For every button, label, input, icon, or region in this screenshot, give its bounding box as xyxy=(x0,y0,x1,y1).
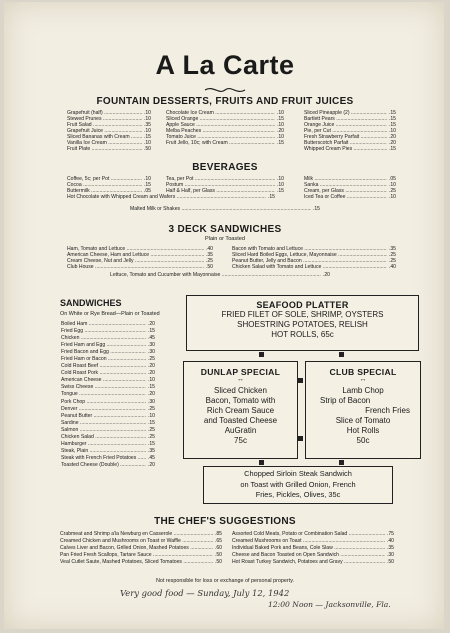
menu-item xyxy=(61,377,155,384)
menu-item xyxy=(60,538,222,545)
seafood-line: SHOESTRING POTATOES, RELISH xyxy=(237,320,368,329)
seafood-platter-box xyxy=(186,295,419,351)
connector-square xyxy=(298,378,303,383)
dunlap-line: and Toasted Cheese xyxy=(203,416,278,425)
dunlap-line: Rich Cream Sauce xyxy=(206,406,275,415)
menu-item xyxy=(61,391,155,398)
deck-heading: 3 DECK SANDWICHES xyxy=(168,224,282,235)
menu-item-name: Fruit Salad ..... xyxy=(67,122,142,128)
beverages-col-1 xyxy=(67,176,151,194)
menu-item-price: .25 xyxy=(388,252,396,259)
double-arrow-icon: ↔ xyxy=(237,376,244,383)
menu-item-name: Chicken Salad ..... xyxy=(61,434,146,441)
menu-item-name: Sanka ..... xyxy=(304,182,387,188)
menu-item-name: Fried Bacon and Egg ..... xyxy=(61,349,146,356)
menu-item-price: .10 xyxy=(143,176,151,182)
menu-item-name: Toasted Cheese (Double) ..... xyxy=(61,462,146,469)
club-special-box xyxy=(305,361,421,459)
handwritten-place: 12:00 Noon — Jacksonville, Fla. xyxy=(268,600,391,609)
menu-item-price: .20 xyxy=(147,461,155,468)
sandwiches-heading: SANDWICHES xyxy=(60,298,122,308)
club-line: Strip of Bacon xyxy=(320,396,371,405)
menu-item-price: .10 xyxy=(276,182,284,189)
menu-item-name: Ham, Tomato and Lettuce ..... xyxy=(67,246,204,252)
menu-item xyxy=(60,545,222,552)
menu-item xyxy=(304,194,396,200)
menu-item-name: Cheese and Bacon Toasted on Open Sandwich ..... xyxy=(232,552,385,559)
menu-item xyxy=(61,370,155,377)
menu-item-price: .25 xyxy=(388,258,396,265)
menu-item-name: Orange Juice ..... xyxy=(304,122,387,128)
menu-item xyxy=(61,413,155,420)
menu-item xyxy=(67,264,213,270)
menu-item-name: Crabmeat and Shrimp a'la Newburg en Casserole ..... xyxy=(60,531,213,538)
menu-item-price: .10 xyxy=(276,110,284,116)
menu-item-price: .35 xyxy=(388,246,396,252)
fountain-col-2 xyxy=(166,110,284,146)
menu-item-name: Creamed Chicken and Mushrooms on Toast or Waffle ..... xyxy=(60,538,213,545)
menu-item-price: .25 xyxy=(147,426,155,433)
menu-item-price: .15 xyxy=(276,140,284,147)
menu-item-name: Butterscotch Parfait ..... xyxy=(304,140,387,146)
menu-item-price: .35 xyxy=(205,252,213,259)
menu-item-name: Cold Roast Beef ..... xyxy=(61,363,146,370)
menu-item xyxy=(60,559,222,566)
menu-item-price: .25 xyxy=(147,405,155,412)
menu-item-name: Sliced Hard Boiled Eggs, Lettuce, Mayonnaise ..... xyxy=(232,252,387,258)
menu-item xyxy=(61,335,155,342)
menu-item xyxy=(61,349,155,356)
menu-item-price: .10 xyxy=(276,176,284,182)
menu-item-name: Boiled Ham ..... xyxy=(61,321,146,328)
menu-item-name: Steak with French Fried Potatoes ..... xyxy=(61,455,146,462)
menu-item-name: Chicken ..... xyxy=(61,335,146,342)
menu-item-price: .75 xyxy=(386,531,394,537)
menu-item xyxy=(61,455,155,462)
menu-item-name: Steak, Plain ..... xyxy=(61,448,146,455)
menu-item-price: .20 xyxy=(147,391,155,398)
menu-item-price: .40 xyxy=(205,246,213,252)
menu-item-price: .15 xyxy=(388,146,396,153)
menu-item-price: .15 xyxy=(276,188,284,195)
menu-item xyxy=(61,342,155,349)
menu-item xyxy=(304,146,396,152)
menu-item xyxy=(166,140,284,146)
menu-item-name: Stewed Prunes ..... xyxy=(67,116,142,122)
menu-item-price: .30 xyxy=(147,398,155,405)
menu-item-name: Bacon with Tomato and Lettuce ..... xyxy=(232,246,387,252)
menu-item-name: Creamed Mushrooms on Toast ..... xyxy=(232,538,385,545)
menu-item-name: Sliced Bananas with Cream ..... xyxy=(67,134,142,140)
menu-item-name: Assorted Cold Meats, Potato or Combination Salad ..... xyxy=(232,531,385,538)
menu-item-price: .20 xyxy=(147,321,155,327)
menu-item-price: .20 xyxy=(147,370,155,377)
menu-item xyxy=(61,448,155,455)
seafood-line: HOT ROLLS, 65c xyxy=(271,330,334,339)
menu-item-price: .10 xyxy=(388,128,396,135)
dunlap-line: 75c xyxy=(234,436,247,445)
menu-item xyxy=(61,328,155,335)
menu-item-name: Pork Chop ..... xyxy=(61,399,146,406)
deck-col-2 xyxy=(232,246,396,270)
club-line: 50c xyxy=(356,436,370,445)
menu-item-price: .50 xyxy=(214,552,222,559)
fountain-col-1 xyxy=(67,110,151,152)
menu-item-price: .50 xyxy=(205,264,213,271)
menu-item-name: Pie, per Cut ..... xyxy=(304,128,387,134)
fountain-heading: FOUNTAIN DESSERTS, FRUITS AND FRUIT JUICES xyxy=(96,96,354,107)
menu-item-price: .10 xyxy=(276,122,284,129)
menu-item-price: .10 xyxy=(276,134,284,141)
menu-item-price: .10 xyxy=(143,116,151,123)
beverages-col-3 xyxy=(304,176,396,200)
menu-item-name: Fruit Jello, 10c; with Cream ..... xyxy=(166,140,275,146)
menu-item-name: Hamburger ..... xyxy=(61,441,146,448)
connector-square xyxy=(339,460,344,465)
fountain-col-3 xyxy=(304,110,396,152)
menu-item-price: .10 xyxy=(388,194,396,201)
connector-square xyxy=(339,352,344,357)
menu-item-name: Whipped Cream Pies ..... xyxy=(304,146,387,152)
menu-item-name: Grapefruit (half) ..... xyxy=(67,110,142,116)
menu-item-price: .20 xyxy=(388,134,396,141)
menu-item-price: .30 xyxy=(147,349,155,356)
menu-item-name: Peanut Butter ..... xyxy=(61,413,146,420)
menu-item-name: Swiss Cheese ..... xyxy=(61,384,146,391)
menu-item-name: Fried Ham and Egg ..... xyxy=(61,342,146,349)
menu-item-name: Cold Roast Pork ..... xyxy=(61,370,146,377)
chef-col-2 xyxy=(232,531,394,566)
menu-item xyxy=(232,264,396,270)
menu-item xyxy=(60,531,222,538)
menu-item-price: .10 xyxy=(143,110,151,116)
menu-item-price: .10 xyxy=(143,128,151,135)
menu-item-name: Cream, per Glass ..... xyxy=(304,188,387,194)
menu-item-name: Buttermilk ..... xyxy=(67,188,142,194)
beverages-hot-chocolate: Hot Chocolate with Whipped Cream and Wafers ..... .15 xyxy=(67,194,275,200)
menu-item-price: .10 xyxy=(143,140,151,147)
chef-heading: THE CHEF'S SUGGESTIONS xyxy=(154,516,296,527)
sirloin-line: on Toast with Grilled Onion, French xyxy=(240,479,356,489)
menu-item xyxy=(61,321,155,328)
club-line: French Fries xyxy=(365,406,410,415)
menu-item-price: .50 xyxy=(386,559,394,566)
sirloin-line: Chopped Sirloin Steak Sandwich xyxy=(244,469,352,478)
menu-item-price: .25 xyxy=(205,258,213,265)
menu-item-price: .05 xyxy=(388,176,396,182)
menu-item-name: Apple Sauce ..... xyxy=(166,122,275,128)
disclaimer-note: Not responsible for loss or exchange of personal property. xyxy=(155,578,295,584)
dunlap-special-box xyxy=(183,361,298,459)
menu-item-name: Grapefruit Juice ..... xyxy=(67,128,142,134)
menu-item-name: Melba Peaches ..... xyxy=(166,128,275,134)
menu-item-price: .15 xyxy=(143,134,151,141)
menu-item xyxy=(60,552,222,559)
club-line: Lamb Chop xyxy=(342,386,384,395)
dunlap-line: Sliced Chicken xyxy=(214,386,267,395)
chef-col-1 xyxy=(60,531,222,566)
connector-square xyxy=(259,460,264,465)
deck-col-1 xyxy=(67,246,213,270)
deck-last: Lettuce, Tomato and Cucumber with Mayonnaise ..... .20 xyxy=(110,272,330,278)
menu-item-name: Sliced Orange ..... xyxy=(166,116,275,122)
menu-item-name: Club House ..... xyxy=(67,264,204,270)
menu-item-price: .20 xyxy=(276,128,284,135)
menu-item-price: .15 xyxy=(143,182,151,189)
seafood-platter-title: SEAFOOD PLATTER xyxy=(256,300,349,310)
menu-item xyxy=(232,559,394,566)
menu-item-price: .15 xyxy=(147,419,155,426)
club-line: Hot Rolls xyxy=(346,426,380,435)
menu-item xyxy=(61,434,155,441)
menu-item-price: .30 xyxy=(147,342,155,349)
menu-item-name: Tomato Juice ..... xyxy=(166,134,275,140)
menu-item xyxy=(61,420,155,427)
menu-item-name: Fresh Strawberry Parfait ..... xyxy=(304,134,387,140)
menu-item-price: .15 xyxy=(147,384,155,391)
menu-item-price: .30 xyxy=(386,552,394,559)
menu-item-price: .05 xyxy=(143,188,151,195)
menu-item-name: Calves Liver and Bacon, Grilled Onion, Mashed Potatoes ..... xyxy=(60,545,213,552)
seafood-line: FRIED FILET OF SOLE, SHRIMP, OYSTERS xyxy=(221,310,384,319)
menu-item-price: .35 xyxy=(143,122,151,129)
menu-item-name: Pan Fried Fresh Scallops, Tartare Sauce ..... xyxy=(60,552,213,559)
ornament-divider xyxy=(203,85,247,95)
menu-item xyxy=(61,462,155,469)
menu-item xyxy=(61,399,155,406)
menu-item xyxy=(232,552,394,559)
connector-square xyxy=(259,352,264,357)
menu-item xyxy=(61,363,155,370)
menu-item-price: .50 xyxy=(214,559,222,566)
menu-item xyxy=(61,406,155,413)
menu-item-name: Fried Ham or Bacon ..... xyxy=(61,356,146,363)
menu-item-name: Sardine ..... xyxy=(61,420,146,427)
menu-item-price: .25 xyxy=(147,356,155,363)
sandwiches-list xyxy=(61,321,155,469)
menu-item xyxy=(166,188,284,194)
menu-item-price: .40 xyxy=(388,264,396,271)
menu-item-name: Chicken Salad with Tomato and Lettuce ..... xyxy=(232,264,387,270)
menu-item-price: .45 xyxy=(147,335,155,342)
club-line: Slice of Tomato xyxy=(335,416,391,425)
menu-item-price: .15 xyxy=(388,110,396,116)
menu-item-price: .10 xyxy=(388,182,396,189)
menu-item-name: Individual Baked Pork and Beans, Cole Slaw ..... xyxy=(232,545,385,552)
menu-item-name: Veal Cutlet Saute, Mashed Potatoes, Sliced Tomatoes ..... xyxy=(60,559,213,566)
menu-item-price: .20 xyxy=(147,363,155,370)
menu-item-price: .35 xyxy=(147,447,155,454)
menu-item-name: Tea, per Pot ..... xyxy=(166,176,275,182)
connector-square xyxy=(298,436,303,441)
menu-item-name: American Cheese ..... xyxy=(61,377,146,384)
menu-item-name: Milk ..... xyxy=(304,176,387,182)
beverages-heading: BEVERAGES xyxy=(192,162,258,173)
menu-item-name: American Cheese, Ham and Lettuce ..... xyxy=(67,252,204,258)
menu-item xyxy=(232,545,394,552)
menu-item-name: Cream Cheese, Nut and Jelly ..... xyxy=(67,258,204,264)
dunlap-line: Bacon, Tomato with xyxy=(205,396,276,405)
menu-item xyxy=(61,441,155,448)
beverages-col-2 xyxy=(166,176,284,194)
menu-item-price: .15 xyxy=(388,116,396,123)
dunlap-title: DUNLAP SPECIAL xyxy=(200,367,281,377)
menu-item-price: .20 xyxy=(388,140,396,147)
menu-item-name: Coffee, 5c; per Pot ..... xyxy=(67,176,142,182)
menu-item-name: Hot Roast Turkey Sandwich, Potatoes and Gravy ..... xyxy=(232,559,385,566)
menu-item-name: Bartlett Pears ..... xyxy=(304,116,387,122)
menu-item-name: Chocolate Ice Cream ..... xyxy=(166,110,275,116)
sirloin-line: Fries, Pickles, Olives, 35c xyxy=(255,490,341,499)
deck-subheading: Plain or Toasted xyxy=(204,236,245,242)
menu-item-price: .45 xyxy=(147,454,155,461)
sandwiches-subheading: On White or Rye Bread—Plain or Toasted xyxy=(60,311,160,317)
menu-item-price: .50 xyxy=(143,146,151,153)
handwritten-date: Very good food — Sunday, July 12, 1942 xyxy=(120,588,290,598)
sirloin-sandwich-box xyxy=(203,466,393,504)
menu-item-price: .65 xyxy=(214,538,222,545)
menu-item-name: Tongue ..... xyxy=(61,391,146,398)
menu-item-price: .85 xyxy=(214,531,222,537)
menu-item-name: Cocoa ..... xyxy=(67,182,142,188)
menu-item-name: Postum ..... xyxy=(166,182,275,188)
double-arrow-icon: ↔ xyxy=(359,376,367,383)
menu-item-name: Fruit Plate ..... xyxy=(67,146,142,152)
menu-item-name: Iced Tea or Coffee ..... xyxy=(304,194,387,200)
menu-item xyxy=(232,531,394,538)
dunlap-line: AuGratin xyxy=(224,426,257,435)
menu-item-name: Vanilla Ice Cream ..... xyxy=(67,140,142,146)
menu-item-price: .15 xyxy=(388,122,396,129)
menu-item-name: Salmon ..... xyxy=(61,427,146,434)
menu-item xyxy=(61,384,155,391)
menu-item-name: Fried Egg ..... xyxy=(61,328,146,335)
page-title: A La Carte xyxy=(155,50,295,80)
club-title: CLUB SPECIAL xyxy=(329,367,397,377)
menu-item xyxy=(61,427,155,434)
menu-item-name: Half & Half, per Glass ..... xyxy=(166,188,275,194)
menu-item xyxy=(232,538,394,545)
menu-item-price: .10 xyxy=(147,377,155,384)
menu-item-price: .25 xyxy=(147,433,155,440)
menu-item-name: Denver ..... xyxy=(61,406,146,413)
menu-item-price: .10 xyxy=(147,412,155,419)
menu-item-price: .15 xyxy=(147,328,155,335)
menu-item xyxy=(67,146,151,152)
menu-item-price: .15 xyxy=(276,116,284,123)
menu-item-price: .40 xyxy=(386,538,394,545)
menu-item-name: Peanut Butter, Jelly and Bacon ..... xyxy=(232,258,387,264)
menu-item xyxy=(61,356,155,363)
menu-item-price: .25 xyxy=(388,188,396,195)
menu-item-price: .60 xyxy=(214,545,222,552)
menu-item-price: .15 xyxy=(147,440,155,447)
menu-item-name: Sliced Pineapple (2) ..... xyxy=(304,110,387,116)
beverages-malted: Malted Milk or Shakes ..... .15 xyxy=(130,206,320,212)
menu-item-price: .35 xyxy=(386,545,394,552)
